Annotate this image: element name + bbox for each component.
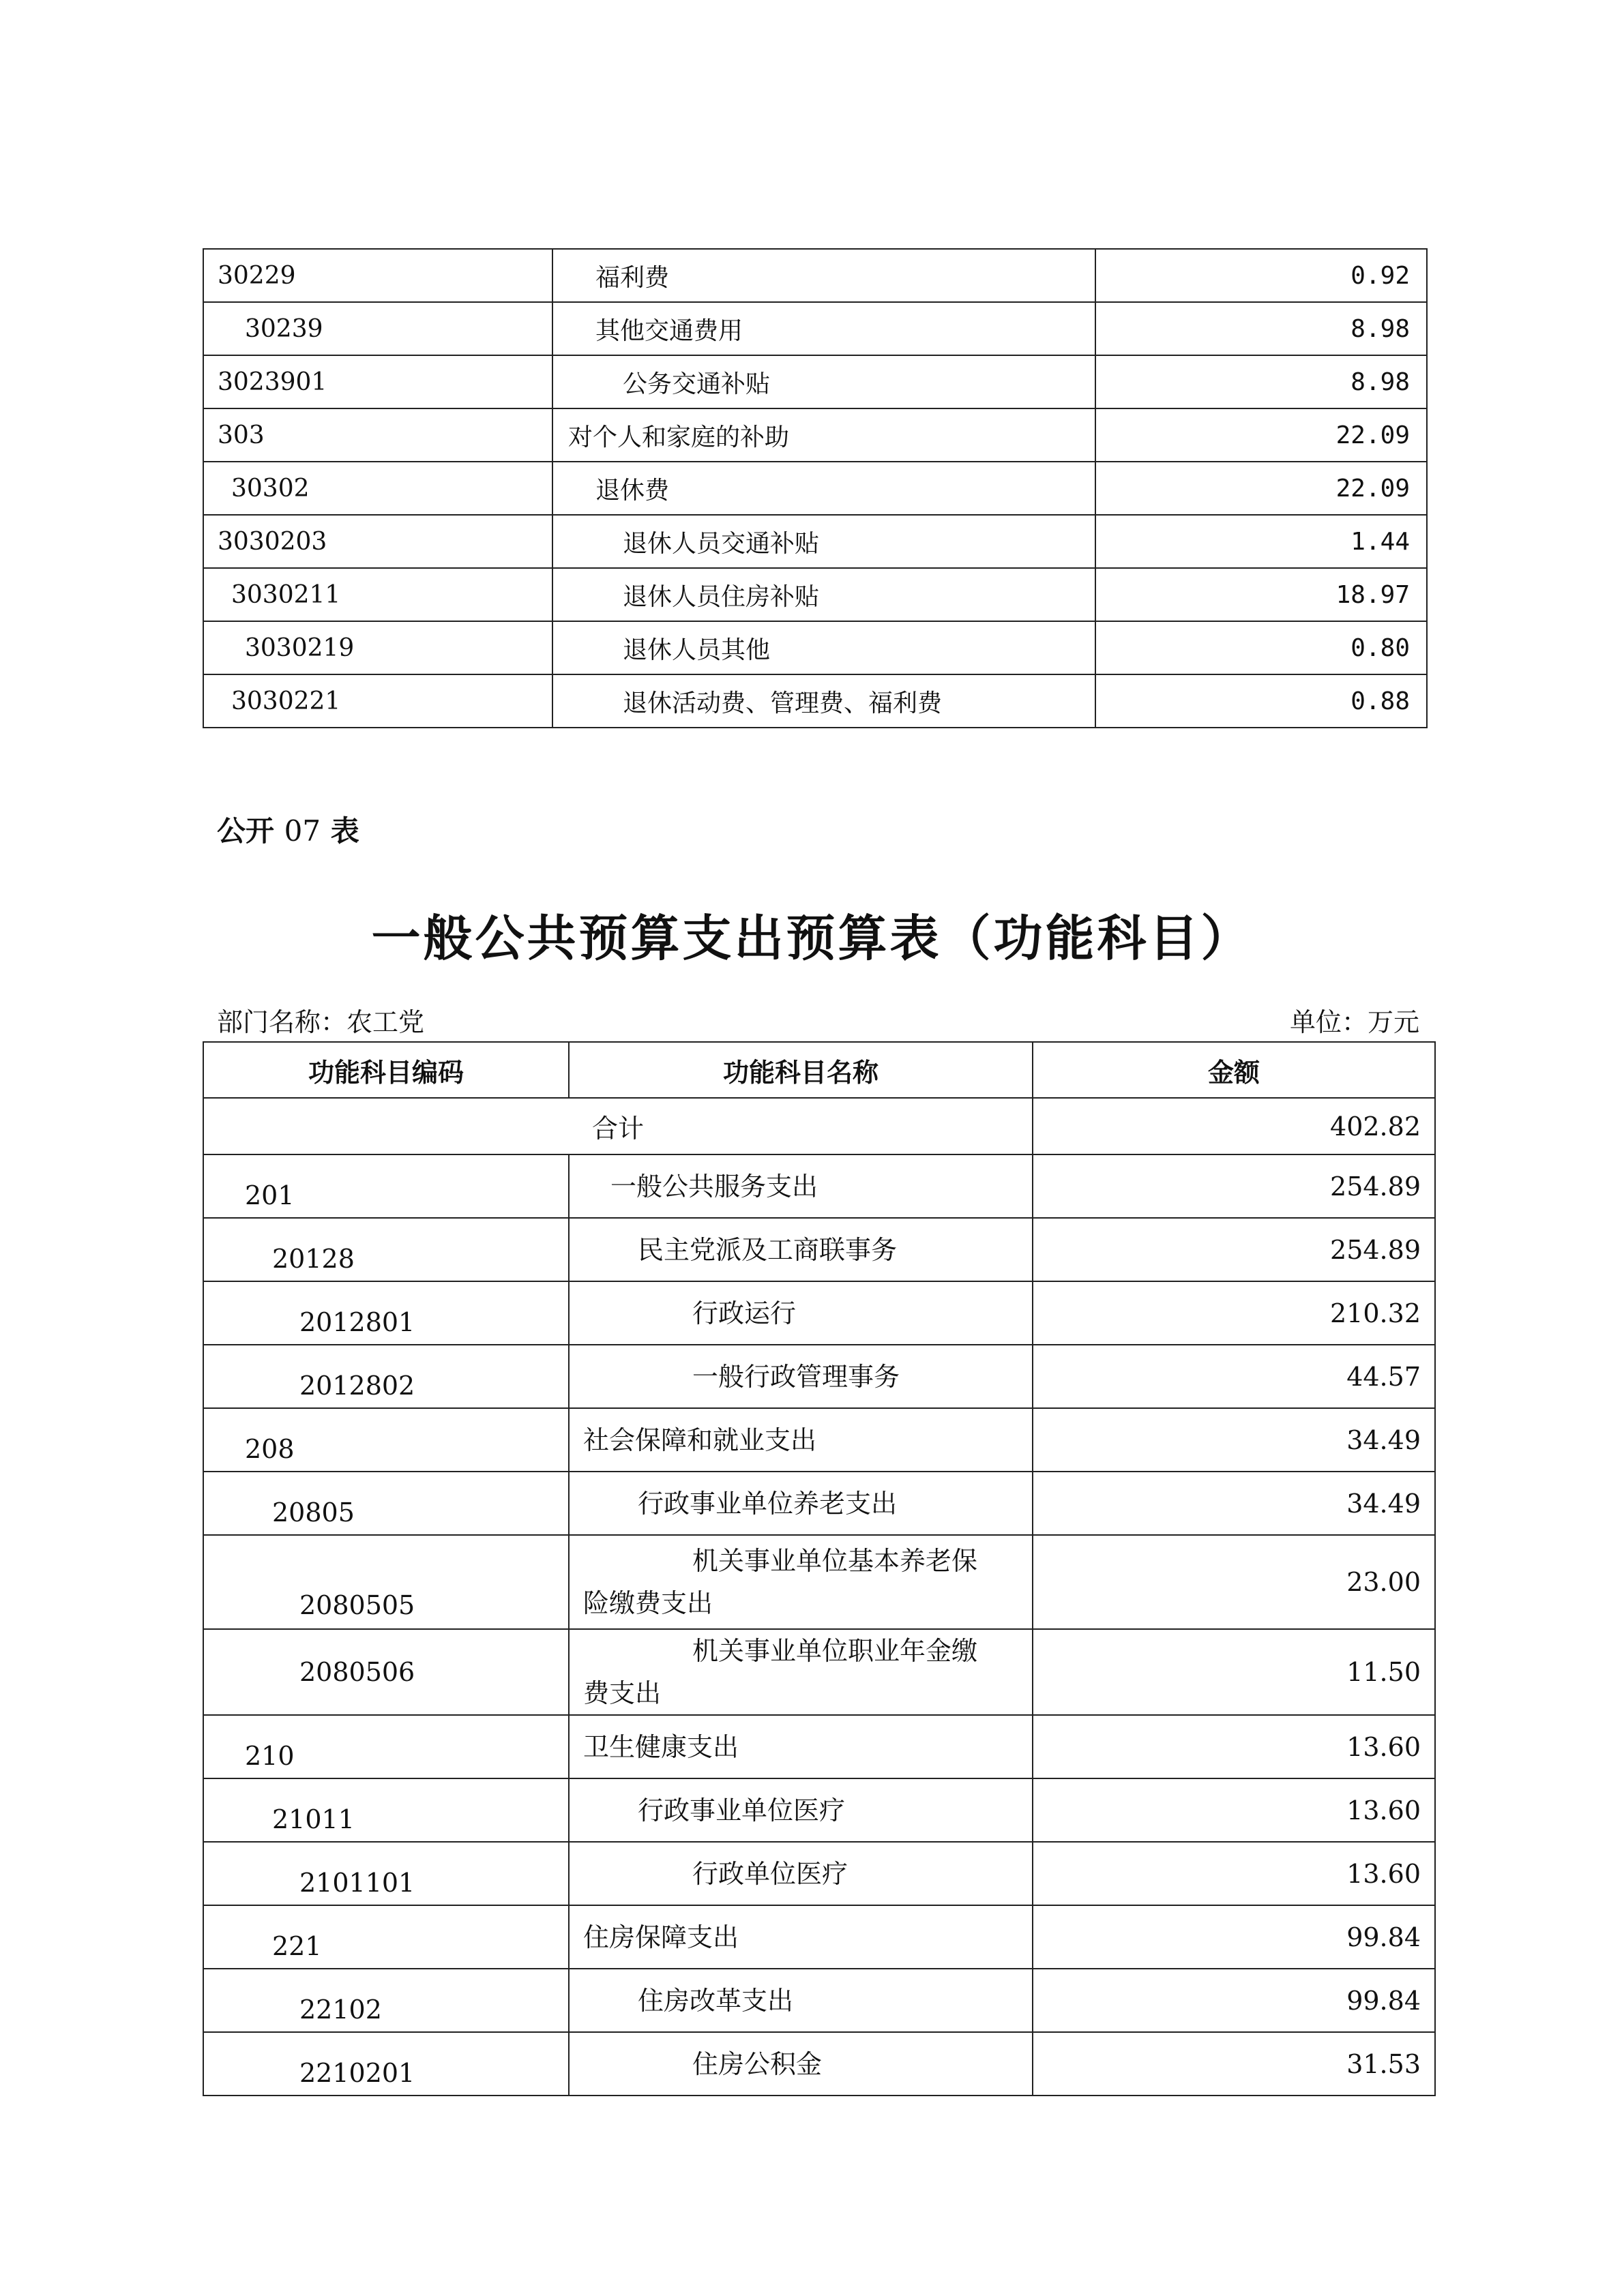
amount-cell: 13.60 xyxy=(1033,1715,1435,1778)
amount-cell: 254.89 xyxy=(1033,1218,1435,1281)
name-cell: 住房公积金 xyxy=(569,2032,1033,2096)
table-row xyxy=(203,1345,1435,1408)
code-cell: 3030203 xyxy=(203,515,552,568)
amount-cell: 23.00 xyxy=(1033,1535,1435,1629)
function-budget-table xyxy=(203,1041,1436,2096)
header-name: 功能科目名称 xyxy=(569,1042,1033,1098)
table-row xyxy=(203,1535,1435,1629)
amount-cell: 1.44 xyxy=(1095,515,1427,568)
table-row xyxy=(203,674,1427,728)
code-cell: 2012802 xyxy=(203,1345,569,1408)
code-cell: 22102 xyxy=(203,1969,569,2032)
name-cell: 一般行政管理事务 xyxy=(569,1345,1033,1408)
section-label-prefix: 公开 xyxy=(217,814,275,848)
name-cell: 行政运行 xyxy=(569,1281,1033,1345)
name-cell: 退休人员交通补贴 xyxy=(552,515,1095,568)
unit-label: 单位：万元 xyxy=(1289,1007,1419,1037)
code-cell: 3023901 xyxy=(203,355,552,408)
amount-cell: 254.89 xyxy=(1033,1154,1435,1218)
code-cell: 30239 xyxy=(203,302,552,355)
name-cell: 住房改革支出 xyxy=(569,1969,1033,2032)
code-cell: 3030211 xyxy=(203,568,552,621)
code-cell: 2080506 xyxy=(203,1629,569,1715)
total-amount: 402.82 xyxy=(1033,1098,1435,1154)
name-line-2: 费支出 xyxy=(583,1678,662,1708)
name-cell: 住房保障支出 xyxy=(569,1905,1033,1969)
name-cell: 行政事业单位医疗 xyxy=(569,1778,1033,1842)
table-row xyxy=(203,1154,1435,1218)
table-row xyxy=(203,1842,1435,1905)
amount-cell: 99.84 xyxy=(1033,1969,1435,2032)
table-row xyxy=(203,1969,1435,2032)
name-line-2: 险缴费支出 xyxy=(583,1588,713,1618)
amount-cell: 31.53 xyxy=(1033,2032,1435,2096)
code-cell: 3030219 xyxy=(203,621,552,674)
name-line-1: 机关事业单位基本养老保 xyxy=(692,1546,978,1576)
table-row xyxy=(203,302,1427,355)
total-label: 合计 xyxy=(203,1098,1033,1154)
amount-cell: 99.84 xyxy=(1033,1905,1435,1969)
section-label xyxy=(217,809,359,850)
code-cell: 3030221 xyxy=(203,674,552,728)
amount-cell: 18.97 xyxy=(1095,568,1427,621)
table-row xyxy=(203,1715,1435,1778)
section-label-number: 07 xyxy=(284,814,321,848)
amount-cell: 8.98 xyxy=(1095,302,1427,355)
amount-cell: 22.09 xyxy=(1095,462,1427,515)
name-cell: 一般公共服务支出 xyxy=(569,1154,1033,1218)
expense-detail-table-continued xyxy=(203,248,1428,728)
amount-cell: 34.49 xyxy=(1033,1408,1435,1472)
amount-cell: 0.88 xyxy=(1095,674,1427,728)
amount-cell: 34.49 xyxy=(1033,1472,1435,1535)
table-row xyxy=(203,515,1427,568)
name-cell: 退休人员住房补贴 xyxy=(552,568,1095,621)
name-cell xyxy=(569,1629,1033,1715)
table-row xyxy=(203,1629,1435,1715)
code-cell: 30302 xyxy=(203,462,552,515)
name-cell: 社会保障和就业支出 xyxy=(569,1408,1033,1472)
table-row xyxy=(203,1472,1435,1535)
section-label-suffix: 表 xyxy=(330,814,359,848)
table-row xyxy=(203,1778,1435,1842)
amount-cell: 44.57 xyxy=(1033,1345,1435,1408)
name-cell: 福利费 xyxy=(552,249,1095,302)
code-cell: 210 xyxy=(203,1715,569,1778)
table-row xyxy=(203,408,1427,462)
code-cell: 2101101 xyxy=(203,1842,569,1905)
name-cell: 退休费 xyxy=(552,462,1095,515)
department-name: 部门名称：农工党 xyxy=(217,1007,425,1037)
table-row xyxy=(203,1218,1435,1281)
amount-cell: 0.80 xyxy=(1095,621,1427,674)
amount-cell: 13.60 xyxy=(1033,1778,1435,1842)
code-cell: 20805 xyxy=(203,1472,569,1535)
table-row xyxy=(203,568,1427,621)
table-row xyxy=(203,2032,1435,2096)
code-cell: 30229 xyxy=(203,249,552,302)
code-cell: 20128 xyxy=(203,1218,569,1281)
header-code: 功能科目编码 xyxy=(203,1042,569,1098)
name-cell xyxy=(569,1535,1033,1629)
table-row xyxy=(203,1905,1435,1969)
page-title: 一般公共预算支出预算表（功能科目） xyxy=(371,910,1253,967)
name-cell: 对个人和家庭的补助 xyxy=(552,408,1095,462)
table-row xyxy=(203,462,1427,515)
header-amount: 金额 xyxy=(1033,1042,1435,1098)
name-cell: 卫生健康支出 xyxy=(569,1715,1033,1778)
name-cell: 民主党派及工商联事务 xyxy=(569,1218,1033,1281)
table-row xyxy=(203,249,1427,302)
code-cell: 2012801 xyxy=(203,1281,569,1345)
amount-cell: 8.98 xyxy=(1095,355,1427,408)
code-cell: 208 xyxy=(203,1408,569,1472)
amount-cell: 22.09 xyxy=(1095,408,1427,462)
code-cell: 21011 xyxy=(203,1778,569,1842)
name-cell: 公务交通补贴 xyxy=(552,355,1095,408)
name-cell: 退休活动费、管理费、福利费 xyxy=(552,674,1095,728)
table-header-row xyxy=(203,1042,1435,1098)
amount-cell: 11.50 xyxy=(1033,1629,1435,1715)
name-cell: 退休人员其他 xyxy=(552,621,1095,674)
code-cell: 2080505 xyxy=(203,1535,569,1629)
table-row xyxy=(203,621,1427,674)
total-row xyxy=(203,1098,1435,1154)
amount-cell: 210.32 xyxy=(1033,1281,1435,1345)
code-cell: 2210201 xyxy=(203,2032,569,2096)
amount-cell: 0.92 xyxy=(1095,249,1427,302)
table-row xyxy=(203,1408,1435,1472)
name-cell: 行政事业单位养老支出 xyxy=(569,1472,1033,1535)
name-cell: 行政单位医疗 xyxy=(569,1842,1033,1905)
amount-cell: 13.60 xyxy=(1033,1842,1435,1905)
name-line-1: 机关事业单位职业年金缴 xyxy=(692,1636,978,1666)
name-cell: 其他交通费用 xyxy=(552,302,1095,355)
code-cell: 221 xyxy=(203,1905,569,1969)
code-cell: 303 xyxy=(203,408,552,462)
code-cell: 201 xyxy=(203,1154,569,1218)
table-row xyxy=(203,355,1427,408)
table-row xyxy=(203,1281,1435,1345)
